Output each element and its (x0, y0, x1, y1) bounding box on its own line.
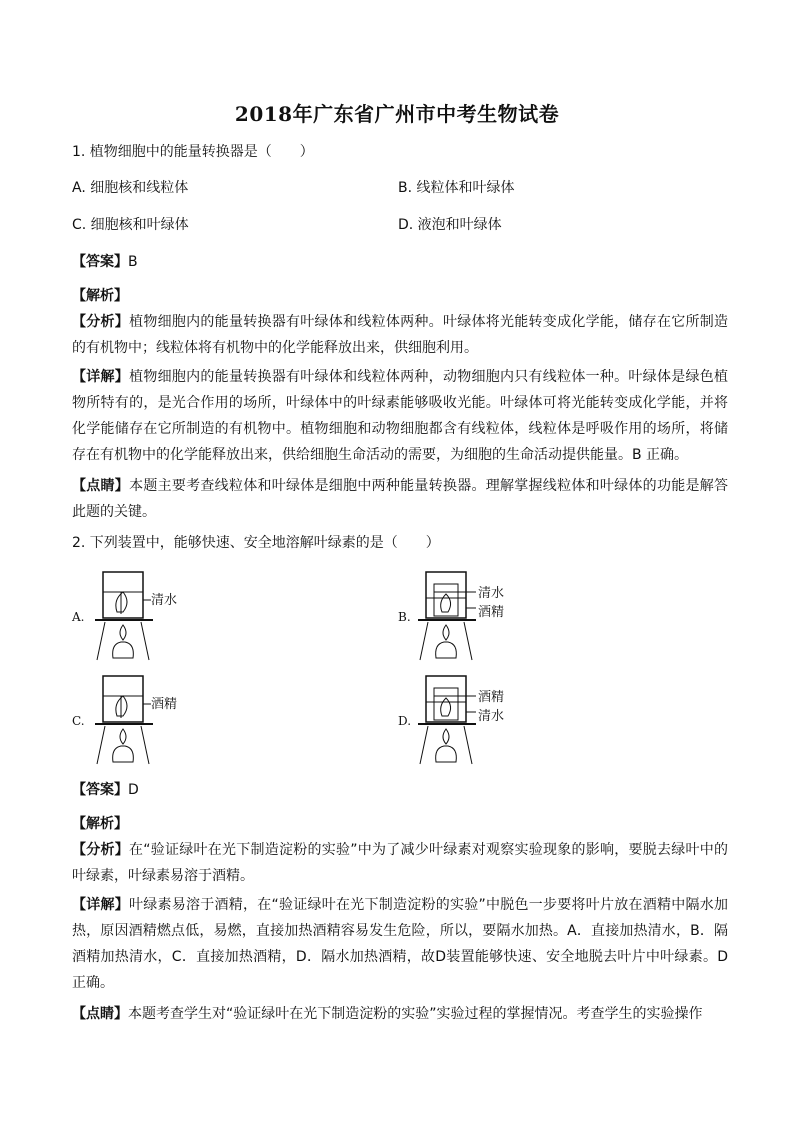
xiangjie-text: 叶绿素易溶于酒精，在“验证绿叶在光下制造淀粉的实验”中脱色一步要将叶片放在酒精中隔水加热，原因酒精燃点低，易燃，直接加热酒精容易发生危险，所以，要隔水加热。A．直接加热清水，B．隔酒精加热清水，C．直接加热酒精，D．隔水加热酒精，故D装置能够快速、安全地脱去叶片中叶绿素。D正确。 (72, 897, 728, 991)
q1-answer (72, 252, 728, 272)
dianjing-text: 本题主要考查线粒体和叶绿体是细胞中两种能量转换器。理解掌握线粒体和叶绿体的功能是解答此题的关键。 (72, 478, 729, 520)
q1-option-c: C. 细胞核和叶绿体 (72, 217, 189, 233)
question-2: 2. 下列装置中，能够快速、安全地溶解叶绿素的是（ ） (72, 535, 440, 551)
q1-xiangjie (72, 364, 728, 468)
xiangjie-tag: 【详解】 (72, 897, 129, 913)
figure-a-direct-heat-water (95, 570, 205, 662)
answer-value: D (128, 782, 139, 798)
figure-b-outer-label: 酒精 (478, 605, 505, 620)
figure-a-label: A. (72, 610, 85, 624)
figure-b-label: B. (398, 610, 411, 624)
xiangjie-tag: 【详解】 (72, 369, 130, 385)
xiangjie-text: 植物细胞内的能量转换器有叶绿体和线粒体两种，动物细胞内只有线粒体一种。叶绿体是绿色植物所特有的，是光合作用的场所，叶绿体中的叶绿素能够吸收光能。叶绿体可将光能转变成化学能，并将化学能储存在它所制造的有机物中。植物细胞和动物细胞都含有线粒体，线粒体是呼吸作用的场所，将储存在有机物中的化学能释放出来，供给细胞生命活动的需要，为细胞的生命活动提供能量。B 正确。 (72, 369, 729, 463)
page-title: 2018年广东省广州市中考生物试卷 (234, 102, 560, 126)
answer-tag: 【答案】 (72, 254, 128, 270)
dianjing-tag: 【点睛】 (72, 478, 130, 494)
answer-tag: 【答案】 (72, 782, 128, 798)
figure-c-label: C. (72, 714, 85, 728)
fenxi-tag: 【分析】 (72, 842, 129, 858)
q2-dianjing (72, 1001, 728, 1027)
q1-fenxi (72, 309, 728, 361)
answer-value: B (128, 254, 138, 270)
q1-option-b: B. 线粒体和叶绿体 (398, 180, 515, 196)
q1-analysis-tag: 【解析】 (72, 288, 128, 304)
figure-d-water-bath-alcohol (418, 674, 528, 766)
q2-fenxi (72, 837, 728, 889)
question-1: 1. 植物细胞中的能量转换器是（ ） (72, 144, 314, 160)
figure-d-label: D. (398, 714, 412, 728)
fenxi-text: 植物细胞内的能量转换器有叶绿体和线粒体两种。叶绿体将光能转变成化学能，储存在它所制造的有机物中；线粒体将有机物中的化学能释放出来，供细胞利用。 (72, 314, 729, 356)
figure-a-liquid-label: 清水 (151, 593, 178, 608)
figure-d-outer-label: 清水 (478, 709, 505, 724)
dianjing-text: 本题考查学生对“验证绿叶在光下制造淀粉的实验”实验过程的掌握情况。考查学生的实验操作 (128, 1006, 703, 1022)
fenxi-text: 在“验证绿叶在光下制造淀粉的实验”中为了减少叶绿素对观察实验现象的影响，要脱去绿叶中的叶绿素，叶绿素易溶于酒精。 (72, 842, 728, 884)
figure-b-alcohol-bath-water (418, 570, 528, 662)
figure-b-inner-label: 清水 (478, 586, 505, 601)
q2-xiangjie (72, 892, 728, 996)
q1-option-d: D. 液泡和叶绿体 (398, 217, 502, 233)
q1-dianjing (72, 473, 728, 525)
dianjing-tag: 【点睛】 (72, 1006, 128, 1022)
fenxi-tag: 【分析】 (72, 314, 130, 330)
figure-d-inner-label: 酒精 (478, 690, 505, 705)
figure-c-liquid-label: 酒精 (151, 697, 178, 712)
q2-answer (72, 780, 728, 800)
q2-analysis-tag: 【解析】 (72, 816, 128, 832)
q1-option-a: A. 细胞核和线粒体 (72, 180, 189, 196)
figure-c-direct-heat-alcohol (95, 674, 205, 766)
